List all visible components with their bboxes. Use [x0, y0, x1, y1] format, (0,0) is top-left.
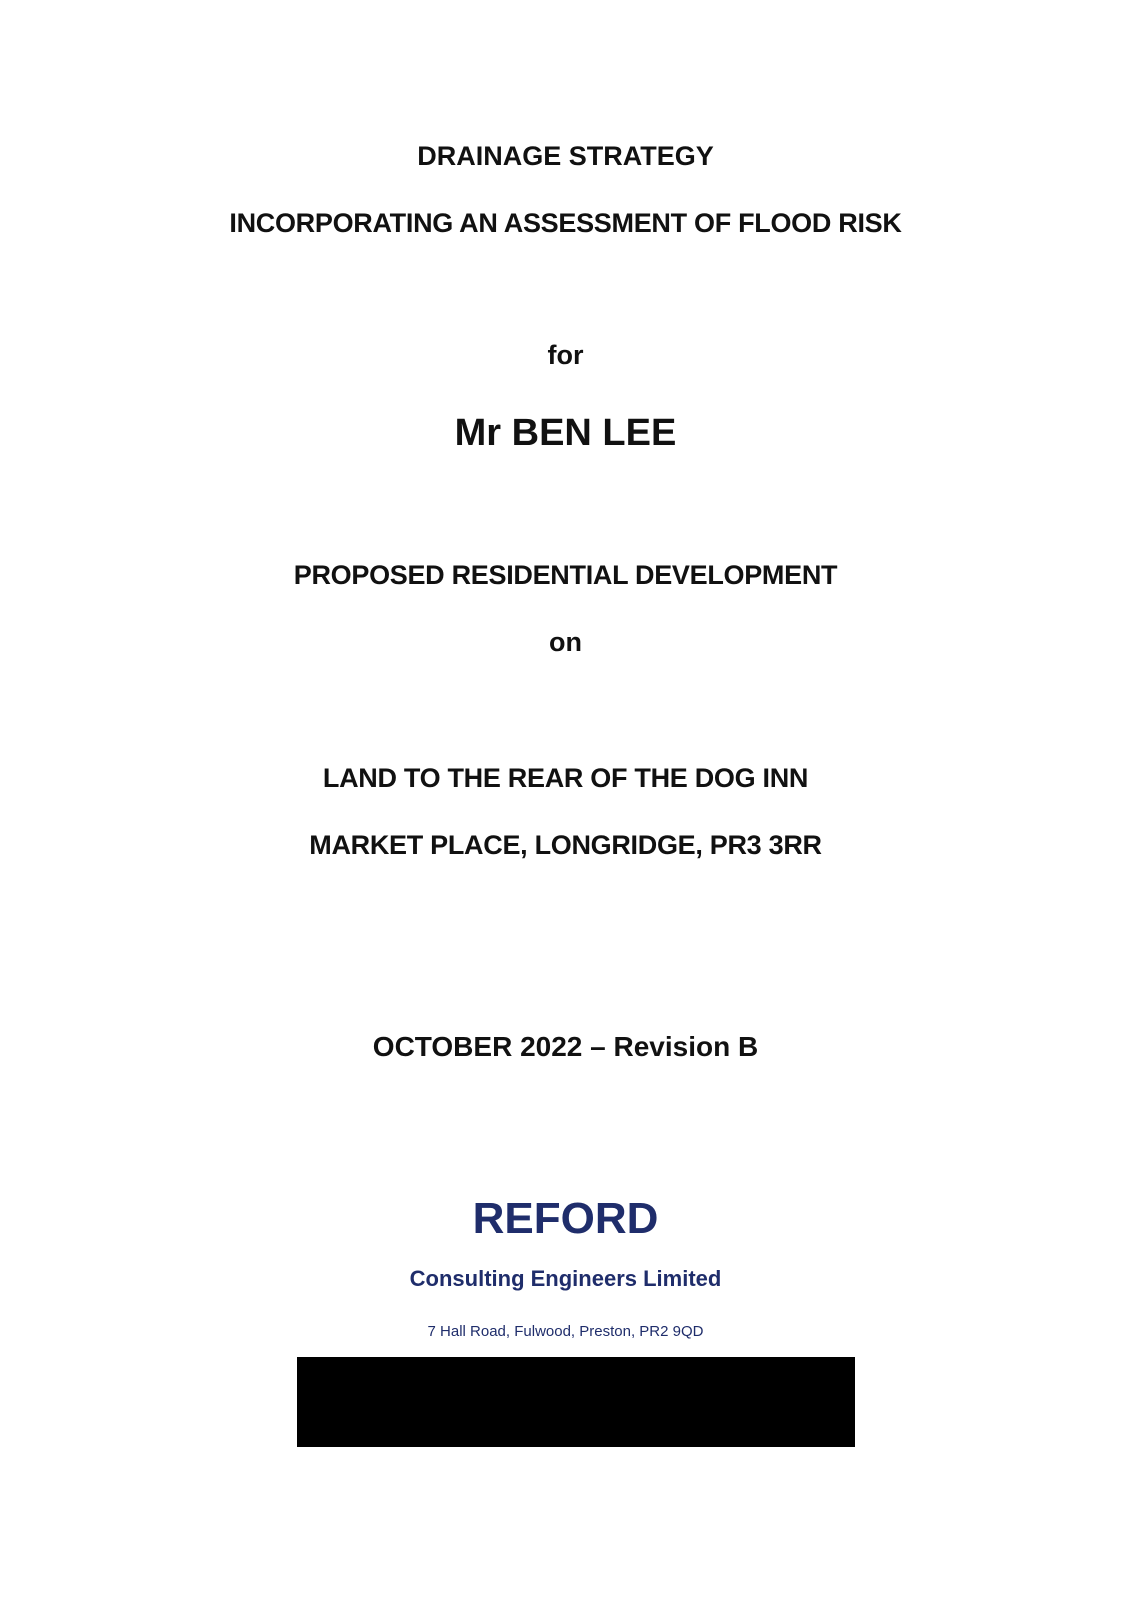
client-name: Mr BEN LEE	[454, 412, 677, 454]
company-name: REFORD	[472, 1194, 659, 1243]
date-revision: OCTOBER 2022 – Revision B	[372, 1031, 759, 1062]
on-label: on	[549, 627, 582, 657]
site-address-line-1: LAND TO THE REAR OF THE DOG INN	[322, 763, 809, 793]
company-tagline: Consulting Engineers Limited	[409, 1266, 722, 1291]
proposal-title: PROPOSED RESIDENTIAL DEVELOPMENT	[293, 560, 838, 590]
redaction-block	[297, 1357, 855, 1447]
company-address: 7 Hall Road, Fulwood, Preston, PR2 9QD	[427, 1323, 704, 1340]
document-title: DRAINAGE STRATEGY	[417, 141, 714, 171]
for-label: for	[547, 340, 584, 370]
document-subtitle: INCORPORATING AN ASSESSMENT OF FLOOD RISK	[229, 208, 902, 238]
site-address-line-2: MARKET PLACE, LONGRIDGE, PR3 3RR	[309, 830, 822, 860]
